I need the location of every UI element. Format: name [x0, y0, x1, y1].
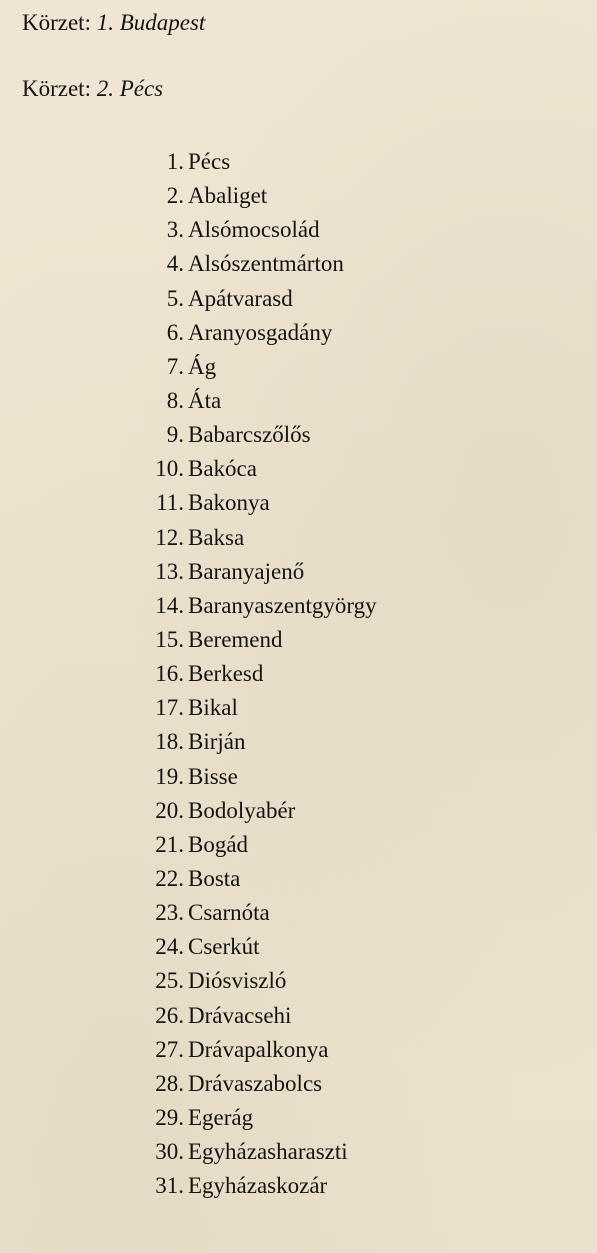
list-item — [0, 350, 597, 384]
list-item-name: Alsószentmárton — [188, 251, 344, 277]
list-item-name: Csarnóta — [188, 900, 270, 926]
list-item-name: Baranyaszentgyörgy — [188, 592, 377, 618]
list-item-name: Babarcszőlős — [188, 422, 311, 448]
list-item — [0, 555, 597, 589]
list-item-name: Egyházaskozár — [188, 1173, 328, 1199]
list-item-name: Bakonya — [188, 490, 270, 516]
list-item — [0, 760, 597, 794]
list-item — [0, 828, 597, 862]
list-item — [0, 247, 597, 281]
district-label: Körzet: — [22, 10, 91, 35]
list-item-number: 18. — [155, 729, 184, 755]
list-item-name: Baranyajenő — [188, 558, 305, 584]
list-item-name: Bodolyabér — [188, 797, 296, 823]
list-item — [0, 623, 597, 657]
list-item — [0, 486, 597, 520]
list-item-name: Cserkút — [188, 934, 260, 960]
list-item — [0, 691, 597, 725]
list-item-name: Drávacsehi — [188, 1002, 292, 1028]
list-item — [0, 418, 597, 452]
list-item-name: Bisse — [188, 763, 238, 789]
district-value: 1. Budapest — [96, 10, 206, 35]
list-item-name: Pécs — [188, 149, 231, 174]
list-item-number: 26. — [155, 1002, 184, 1028]
settlement-list — [0, 145, 597, 1203]
list-item — [0, 521, 597, 555]
list-item-number: 10. — [155, 456, 184, 482]
list-item — [0, 452, 597, 486]
list-item-number: 25. — [155, 968, 184, 994]
list-item — [0, 862, 597, 896]
list-item — [0, 964, 597, 998]
district-heading-2 — [22, 76, 163, 102]
list-item-name: Áta — [188, 387, 222, 413]
list-item-number: 11. — [156, 490, 184, 516]
list-item-name: Drávaszabolcs — [188, 1070, 323, 1096]
list-item — [0, 999, 597, 1033]
list-item-number: 6. — [166, 319, 184, 345]
list-item-number: 5. — [166, 285, 184, 311]
list-item — [0, 896, 597, 930]
list-item-name: Egerág — [188, 1104, 254, 1130]
list-item-number: 31. — [155, 1173, 184, 1199]
list-item-name: Egyházasharaszti — [188, 1139, 348, 1165]
list-item-number: 30. — [155, 1139, 184, 1165]
list-item-name: Birján — [188, 729, 246, 755]
list-item — [0, 145, 597, 179]
list-item-name: Aranyosgadány — [188, 319, 333, 345]
list-item — [0, 316, 597, 350]
list-item — [0, 589, 597, 623]
list-item-name: Bosta — [188, 865, 241, 891]
district-heading-1 — [22, 10, 205, 36]
list-item — [0, 1067, 597, 1101]
list-item-name: Apátvarasd — [188, 285, 293, 311]
list-item-number: 16. — [155, 661, 184, 687]
list-item — [0, 725, 597, 759]
list-item — [0, 794, 597, 828]
list-item-name: Bogád — [188, 831, 249, 857]
list-item-number: 28. — [155, 1070, 184, 1096]
list-item — [0, 213, 597, 247]
list-item — [0, 657, 597, 691]
list-item-number: 23. — [155, 900, 184, 926]
list-item — [0, 1135, 597, 1169]
list-item-number: 7. — [166, 353, 184, 379]
list-item-number: 27. — [155, 1036, 184, 1062]
list-item — [0, 1169, 597, 1203]
list-item-number: 4. — [166, 251, 184, 277]
list-item-name: Alsómocsolád — [188, 217, 320, 243]
list-item-name: Berkesd — [188, 661, 264, 687]
list-item — [0, 1033, 597, 1067]
list-item-number: 17. — [155, 695, 184, 721]
list-item-name: Beremend — [188, 626, 283, 652]
district-value: 2. Pécs — [96, 76, 164, 101]
list-item-number: 15. — [155, 626, 184, 652]
list-item-name: Drávapalkonya — [188, 1036, 329, 1062]
list-item-number: 8. — [166, 387, 184, 413]
list-item-number: 2. — [166, 183, 184, 209]
list-item-number: 29. — [155, 1104, 184, 1130]
list-item — [0, 179, 597, 213]
list-item-number: 24. — [155, 934, 184, 960]
list-item-number: 13. — [155, 558, 184, 584]
list-item-name: Baksa — [188, 524, 245, 550]
list-item-number: 20. — [155, 797, 184, 823]
list-item — [0, 282, 597, 316]
list-item-name: Bikal — [188, 695, 238, 721]
list-item-number: 21. — [155, 831, 184, 857]
list-item-number: 12. — [155, 524, 184, 550]
list-item-name: Bakóca — [188, 456, 257, 482]
list-item — [0, 930, 597, 964]
list-item-name: Abaliget — [188, 183, 268, 209]
district-label: Körzet: — [22, 76, 91, 101]
list-item-number: 14. — [155, 592, 184, 618]
list-item — [0, 384, 597, 418]
list-item-number: 9. — [166, 422, 184, 448]
list-item-number: 19. — [155, 763, 184, 789]
list-item — [0, 1101, 597, 1135]
list-item-number: 1. — [166, 149, 184, 174]
list-item-name: Ág — [188, 353, 217, 379]
list-item-number: 3. — [166, 217, 184, 243]
list-item-name: Diósviszló — [188, 968, 287, 994]
list-item-number: 22. — [155, 865, 184, 891]
